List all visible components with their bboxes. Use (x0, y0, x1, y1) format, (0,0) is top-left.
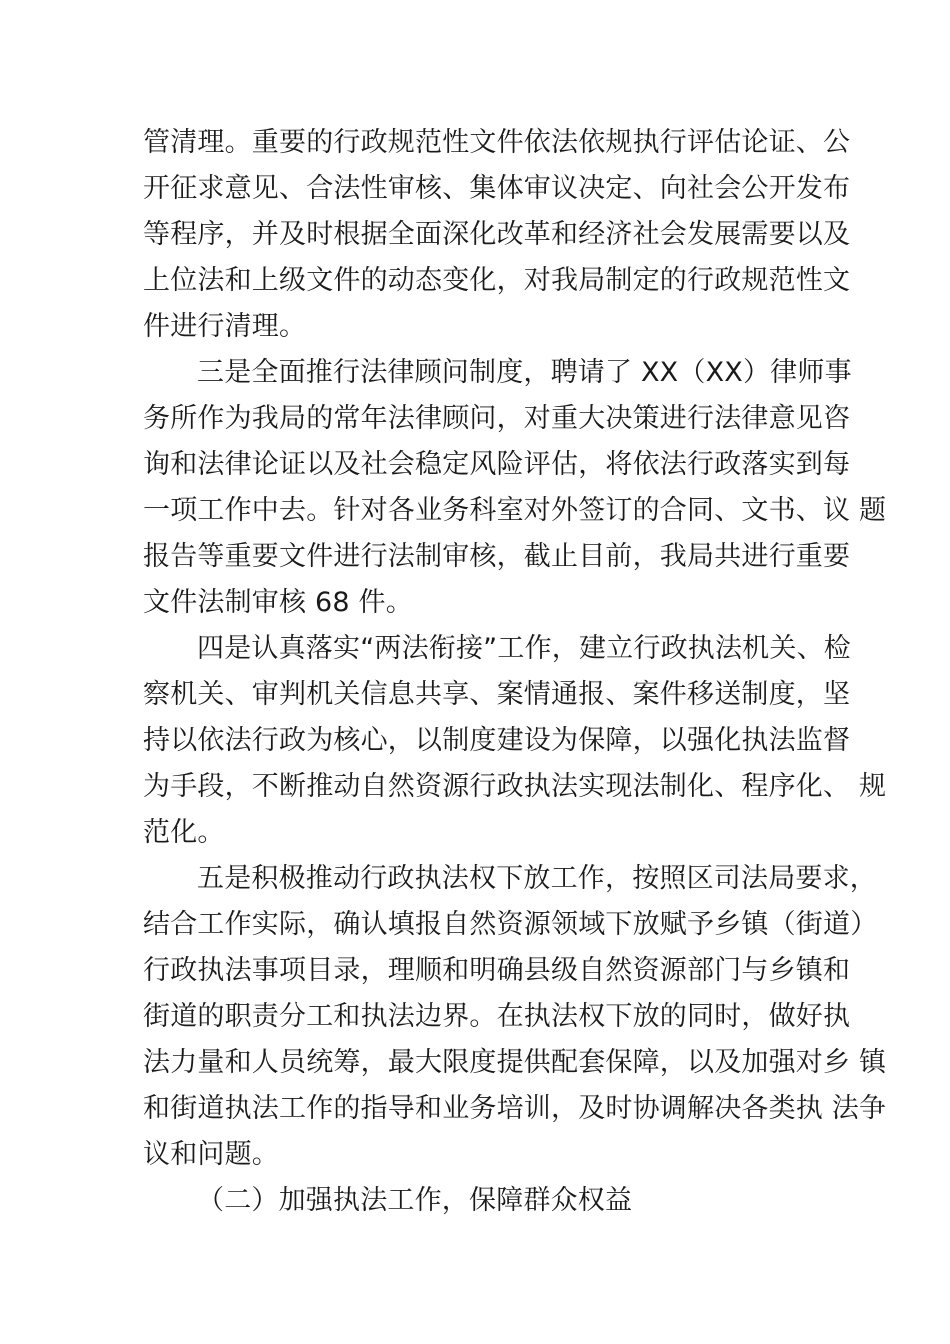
paragraph-start-line: 四是认真落实“两法衔接”工作，建立行政执法机关、检 (197, 633, 851, 664)
text-line: 行政执法事项目录，理顺和明确县级自然资源部门与乡镇和 (143, 955, 851, 986)
text-line: 议和问题。 (143, 1139, 279, 1170)
body-text (143, 120, 887, 1224)
text-line: 一项工作中去。针对各业务科室对外签订的合同、文书、议 题 (143, 495, 887, 526)
text-line: 报告等重要文件进行法制审核，截止目前，我局共进行重要 (143, 541, 851, 572)
text-line: 开征求意见、合法性审核、集体审议决定、向社会公开发布 (143, 173, 851, 204)
paragraph-start-line: 五是积极推动行政执法权下放工作，按照区司法局要求， (197, 863, 877, 894)
text-line: 件进行清理。 (143, 311, 307, 342)
text-line: 务所作为我局的常年法律顾问，对重大决策进行法律意见咨 (143, 403, 851, 434)
text-line: 管清理。重要的行政规范性文件依法依规执行评估论证、公 (143, 127, 851, 158)
section-heading: （二）加强执法工作，保障群众权益 (197, 1185, 633, 1216)
text-line: 法力量和人员统筹，最大限度提供配套保障，以及加强对乡 镇 (143, 1047, 887, 1078)
text-line: 询和法律论证以及社会稳定风险评估，将依法行政落实到每 (143, 449, 851, 480)
text-line: 持以依法行政为核心，以制度建设为保障，以强化执法监督 (143, 725, 851, 756)
text-line: 为手段，不断推动自然资源行政执法实现法制化、程序化、 规 (143, 771, 887, 802)
text-line: 察机关、审判机关信息共享、案情通报、案件移送制度，坚 (143, 679, 851, 710)
text-line: 结合工作实际，确认填报自然资源领域下放赋予乡镇（街道） (143, 909, 878, 940)
paragraph-start-line: 三是全面推行法律顾问制度，聘请了 XX（XX）律师事 (197, 357, 852, 388)
text-line: 上位法和上级文件的动态变化，对我局制定的行政规范性文 (143, 265, 851, 296)
text-line: 和街道执法工作的指导和业务培训，及时协调解决各类执 法争 (143, 1093, 887, 1124)
text-line: 街道的职责分工和执法边界。在执法权下放的同时，做好执 (143, 1001, 851, 1032)
text-line: 等程序，并及时根据全面深化改革和经济社会发展需要以及 (143, 219, 851, 250)
text-line: 范化。 (143, 817, 225, 848)
text-line: 文件法制审核 68 件。 (143, 587, 413, 618)
